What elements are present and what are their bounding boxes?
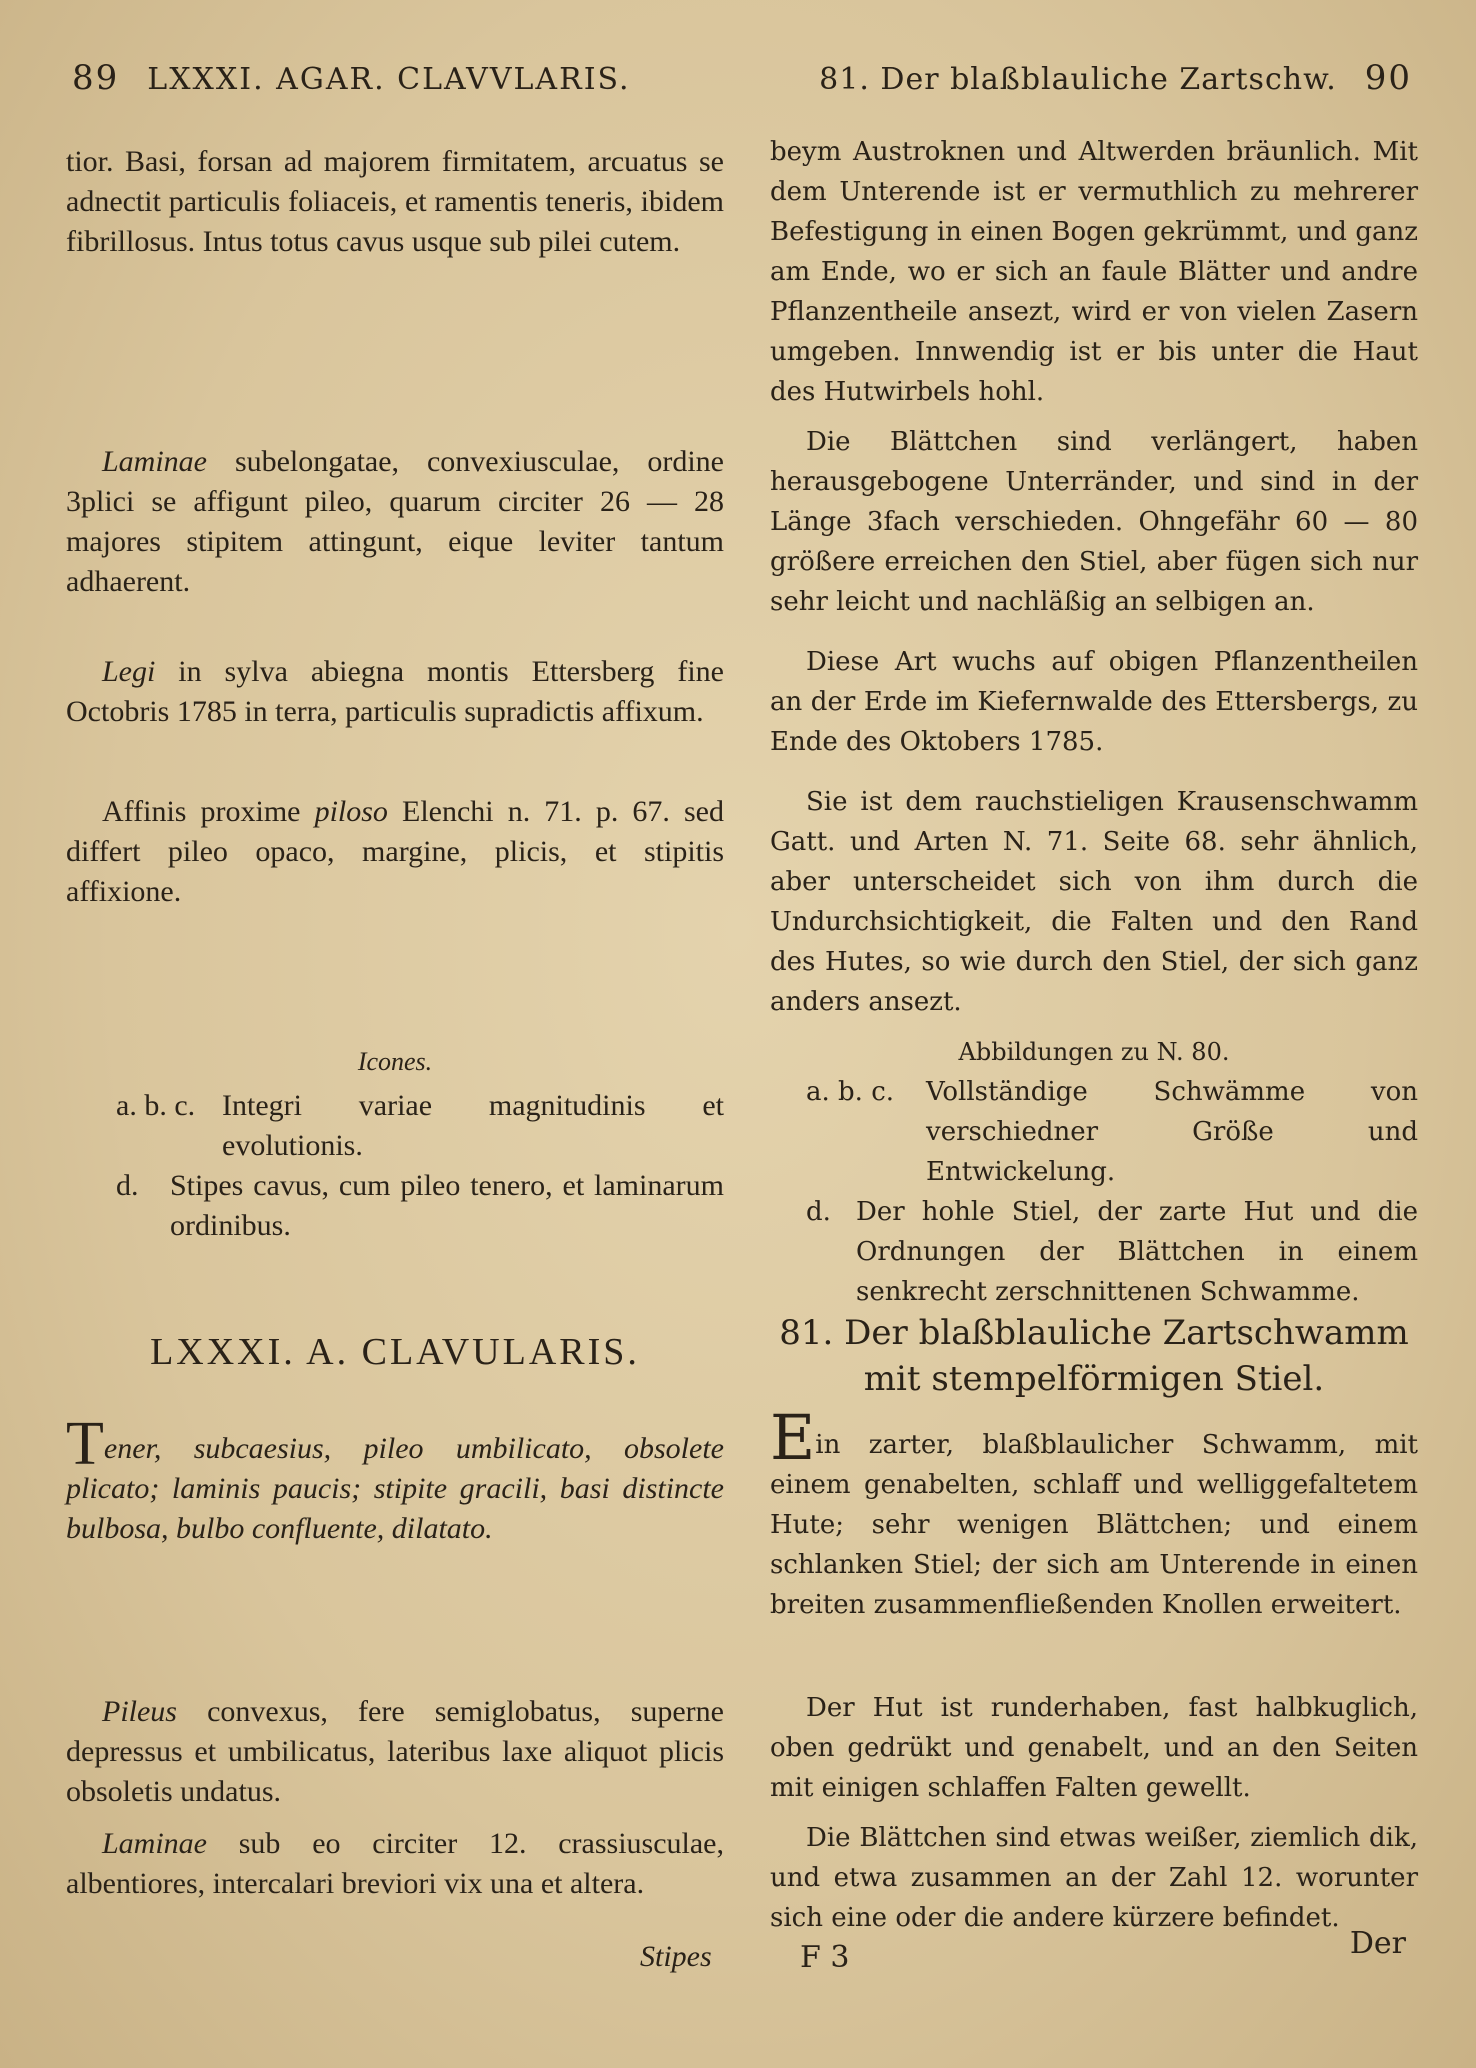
german-abbildungen-block: [770, 1032, 1418, 1312]
list-item: a. b. c. Integri variae magnitudinis et evolutionis.: [116, 1089, 724, 1162]
latin-paragraph-continuation: tior. Basi, forsan ad majorem firmitatem, arcuatus se adnectit particulis foliaceis, et ramentis teneris, ibidem fibrillosus. Intus totus cavus usque sub pilei cutem.: [66, 145, 724, 258]
german-blaettchen-paragraph: Die Blättchen sind verlängert, haben herausgebogene Unterränder, und sind in der Länge 3fach verschieden. Ohngefähr 60 — 80 größere erreichen den Stiel, aber fügen sich nur sehr leicht und nachläßig an selbigen an.: [770, 427, 1418, 617]
german-paragraph-continuation: beym Austroknen und Altwerden bräunlich. Mit dem Unterende ist er vermuthlich zu mehrerer Befestigung in einen Bogen gekrümmt, und ganz am Ende, wo er sich an faule Blätter und andre Pflanzentheile ansezt, wird er von vielen Zasern umgeben. Innwendig ist er bis unter die Haut des Hutwirbels hohl.: [770, 137, 1418, 407]
german-vergleich-paragraph: Sie ist dem rauchstieligen Krausenschwamm Gatt. und Arten N. 71. Seite 68. sehr ähnlich, aber unterscheidet sich von ihm durch die Undurchsichtigkeit, die Falten und den Rand des Hutes, so wie durch den Stiel, der sich ganz anders ansezt.: [770, 787, 1418, 1017]
left-running-title: LXXXI. AGAR. CLAVVLARIS.: [147, 62, 631, 97]
latin-laminae-paragraph: Laminae subelongatae, convexiusculae, ordine 3plici se affigunt pileo, quarum circiter 26 — 28 majores stipitem attingunt, eique leviter tantum adhaerent.: [66, 445, 724, 598]
list-item: d. Der hohle Stiel, der zarte Hut und die Ordnungen der Blättchen in einem senkrecht zerschnittenen Schwamme.: [806, 1197, 1418, 1307]
right-page-header: [819, 58, 1412, 98]
abbildungen-title: Abbildungen zu N. 80.: [958, 1038, 1230, 1066]
left-page-header: [72, 58, 631, 98]
signature-mark: F 3: [800, 1940, 850, 1975]
latin-diagnosis: Tener, subcaesius, pileo umbilicato, obsolete plicato; laminis paucis; stipite gracili, basi distincte bulbosa, bulbo confluente, dilatato.: [66, 1410, 724, 1545]
latin-laminae2-paragraph: Laminae sub eo circiter 12. crassiusculae, albentiores, intercalari breviori vix una et altera.: [66, 1827, 724, 1900]
list-item: a. b. c. Vollständige Schwämme von verschiedner Größe und Entwickelung.: [806, 1077, 1418, 1187]
german-blaettchen2-paragraph: Die Blättchen sind etwas weißer, ziemlich dik, und etwa zusammen an der Zahl 12. worunter sich eine oder die andere kürzere befindet.: [770, 1823, 1418, 1933]
right-running-title: 81. Der blaßblauliche Zartschw.: [819, 62, 1337, 97]
icones-list: [116, 1086, 724, 1246]
latin-section-heading: LXXXI. A. CLAVULARIS.: [150, 1331, 640, 1373]
latin-icones-block: [66, 1042, 724, 1246]
german-diagnosis: Ein zarter, blaßblaulicher Schwamm, mit einem genabelten, schlaff und welliggefaltetem Hute; sehr wenigen Blättchen; und einem schlanken Stiel; der sich am Unterende in einen breiten zusammenfließenden Knollen erweitert.: [770, 1401, 1418, 1620]
latin-pileus-paragraph: Pileus convexus, fere semiglobatus, superne depressus et umbilicatus, lateribus laxe aliquot plicis obsoletis undatus.: [66, 1695, 724, 1808]
german-section-heading: 81. Der blaßblauliche Zartschwamm mit stempelförmigen Stiel.: [779, 1313, 1409, 1399]
latin-legi-paragraph: Legi in sylva abiegna montis Ettersberg fine Octobris 1785 in terra, particulis supradictis affixum.: [66, 655, 724, 728]
latin-affinis-paragraph: Affinis proxime piloso Elenchi n. 71. p. 67. sed differt pileo opaco, margine, plicis, et stipitis affixione.: [66, 795, 724, 908]
right-catchword: Der: [1349, 1926, 1406, 1961]
right-page-number: 90: [1364, 58, 1412, 98]
german-fundort-paragraph: Diese Art wuchs auf obigen Pflanzentheilen an der Erde im Kiefernwalde des Ettersbergs, zu Ende des Oktobers 1785.: [770, 647, 1418, 757]
abbildungen-list: [806, 1072, 1418, 1312]
german-hut-paragraph: Der Hut ist runderhaben, fast halbkuglich, oben gedrükt und genabelt, und an den Seiten mit einigen schlaffen Falten gewellt.: [770, 1693, 1418, 1803]
list-item: d. Stipes cavus, cum pileo tenero, et laminarum ordinibus.: [116, 1169, 724, 1242]
icones-title: Icones.: [357, 1047, 433, 1076]
drop-cap: E: [770, 1401, 816, 1474]
left-page-number: 89: [72, 58, 120, 98]
left-catchword: Stipes: [640, 1940, 712, 1973]
drop-cap: T: [66, 1410, 104, 1478]
